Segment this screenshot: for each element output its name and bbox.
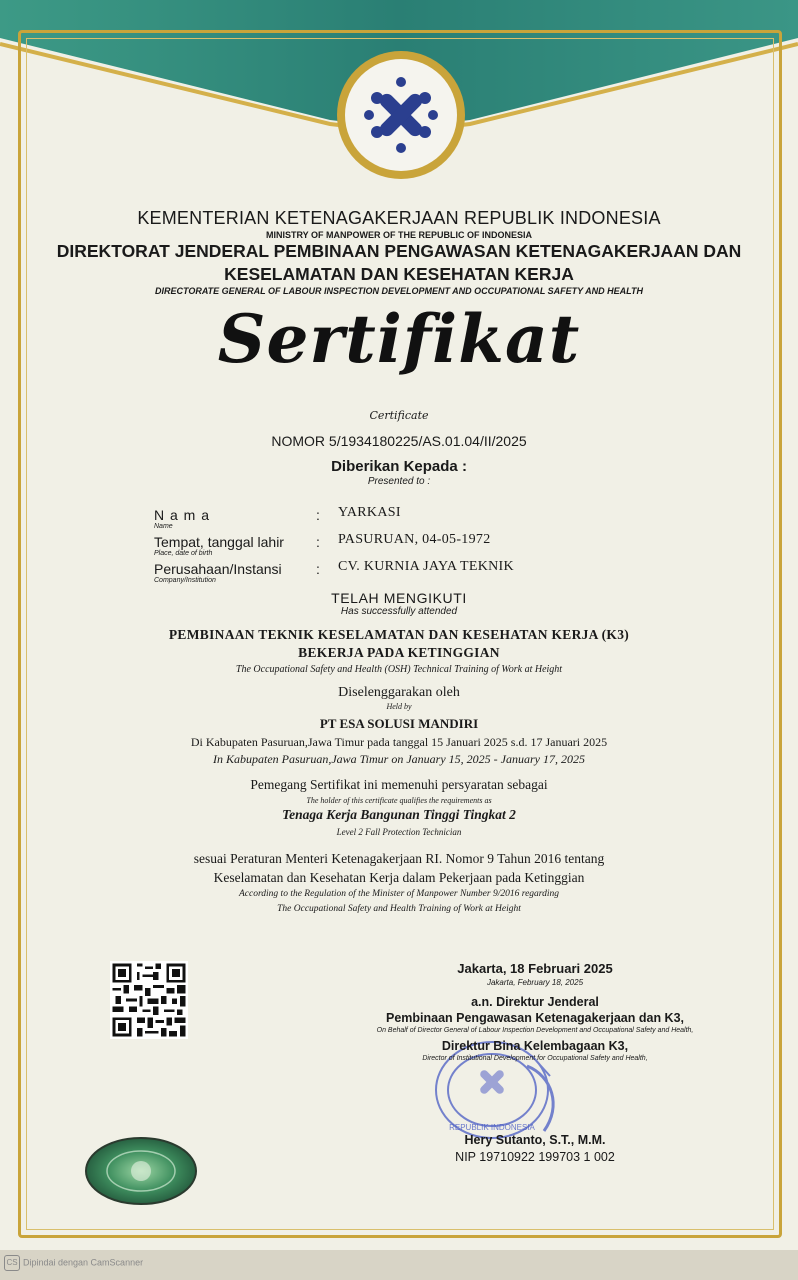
signing-place-date: Jakarta, 18 Februari 2025 bbox=[457, 961, 613, 976]
birth-label: Tempat, tanggal lahir bbox=[154, 534, 284, 550]
hologram-seal-icon bbox=[84, 1136, 198, 1206]
company-label: Perusahaan/Instansi bbox=[154, 561, 282, 577]
directorate-line-1: DIREKTORAT JENDERAL PEMBINAAN PENGAWASAN KETENAGAKERJAAN DAN bbox=[56, 241, 742, 261]
organizer-name: PT ESA SOLUSI MANDIRI bbox=[319, 716, 479, 731]
colon: : bbox=[316, 561, 320, 577]
birth-label-en: Place, date of birth bbox=[154, 550, 213, 557]
regulation-en-line-1: According to the Regulation of the Minister of Manpower Number 9/2016 regarding bbox=[238, 889, 560, 899]
company-value: CV. KURNIA JAYA TEKNIK bbox=[338, 559, 514, 574]
scanner-text: Dipindai dengan CamScanner bbox=[23, 1257, 144, 1268]
camscanner-icon: CS bbox=[4, 1255, 20, 1271]
colon: : bbox=[316, 507, 320, 523]
name-label: N a m a bbox=[154, 507, 211, 523]
training-location-en: In Kabupaten Pasuruan,Jawa Timur on January 15, 2025 - January 17, 2025 bbox=[213, 752, 585, 766]
birth-value: PASURUAN, 04-05-1972 bbox=[338, 532, 491, 547]
attended-label-en: Has successfully attended bbox=[340, 606, 458, 617]
given-to-label-en: Presented to : bbox=[367, 476, 431, 487]
certificate-title-en: Certificate bbox=[369, 409, 429, 422]
ministry-emblem-icon bbox=[334, 48, 468, 182]
scanner-watermark bbox=[4, 1255, 143, 1271]
training-name-line-2: BEKERJA PADA KETINGGIAN bbox=[298, 645, 500, 660]
regulation-en-line-2: The Occupational Safety and Health Training of Work at Height bbox=[277, 904, 521, 914]
directorate-line-2: KESELAMATAN DAN KESEHATAN KERJA bbox=[224, 264, 574, 284]
held-by-label: Diselenggarakan oleh bbox=[338, 685, 460, 700]
ministry-name: KEMENTERIAN KETENAGAKERJAAN REPUBLIK INDONESIA bbox=[137, 208, 661, 228]
holder-statement-en: The holder of this certificate qualifies the requirements as bbox=[306, 796, 492, 805]
qualification-role: Tenaga Kerja Bangunan Tinggi Tingkat 2 bbox=[282, 807, 516, 822]
director-title-en: Director of Institutional Development for Occupational Safety and Health, bbox=[422, 1055, 648, 1062]
qualification-role-en: Level 2 Fall Protection Technician bbox=[336, 827, 462, 837]
on-behalf-line-2: Pembinaan Pengawasan Ketenagakerjaan dan K3, bbox=[385, 1011, 685, 1025]
directorate-en: DIRECTORATE GENERAL OF LABOUR INSPECTION DEVELOPMENT AND OCCUPATIONAL SAFETY AND HEALTH bbox=[154, 286, 644, 296]
name-label-en: Name bbox=[154, 523, 173, 530]
name-value: YARKASI bbox=[338, 505, 401, 520]
training-name-line-1: PEMBINAAN TEKNIK KESELAMATAN DAN KESEHATAN KERJA (K3) bbox=[168, 627, 630, 642]
colon: : bbox=[316, 534, 320, 550]
signer-nip: NIP 19710922 199703 1 002 bbox=[455, 1150, 615, 1164]
training-location: Di Kabupaten Pasuruan,Jawa Timur pada tanggal 15 Januari 2025 s.d. 17 Januari 2025 bbox=[190, 735, 608, 749]
regulation-line-2: Keselamatan dan Kesehatan Kerja dalam Pekerjaan pada Ketinggian bbox=[213, 870, 585, 885]
director-title: Direktur Bina Kelembagaan K3, bbox=[441, 1039, 629, 1053]
regulation-line-1: sesuai Peraturan Menteri Ketenagakerjaan RI. Nomor 9 Tahun 2016 tentang bbox=[193, 851, 605, 866]
given-to-label: Diberikan Kepada : bbox=[331, 458, 467, 475]
attended-label: TELAH MENGIKUTI bbox=[331, 590, 467, 606]
qr-code-icon bbox=[110, 961, 188, 1039]
on-behalf-en: On Behalf of Director General of Labour Inspection Development and Occupational Safety and Health, bbox=[376, 1027, 694, 1034]
stamp-text: REPUBLIK INDONESIA bbox=[449, 1123, 535, 1132]
certificate-title: Sertifikat bbox=[217, 300, 581, 378]
ministry-name-en: MINISTRY OF MANPOWER OF THE REPUBLIC OF INDONESIA bbox=[265, 230, 532, 240]
company-label-en: Company/Institution bbox=[154, 577, 216, 584]
certificate-number: NOMOR 5/1934180225/AS.01.04/II/2025 bbox=[271, 433, 527, 449]
training-name-en: The Occupational Safety and Health (OSH) Technical Training of Work at Height bbox=[235, 664, 563, 675]
holder-statement: Pemegang Sertifikat ini memenuhi persyaratan sebagai bbox=[250, 777, 548, 792]
signing-place-date-en: Jakarta, February 18, 2025 bbox=[486, 978, 584, 987]
held-by-label-en: Held by bbox=[386, 702, 412, 711]
signer-name: Hery Sutanto, S.T., M.M. bbox=[464, 1133, 606, 1147]
on-behalf-label: a.n. Direktur Jenderal bbox=[471, 995, 599, 1009]
